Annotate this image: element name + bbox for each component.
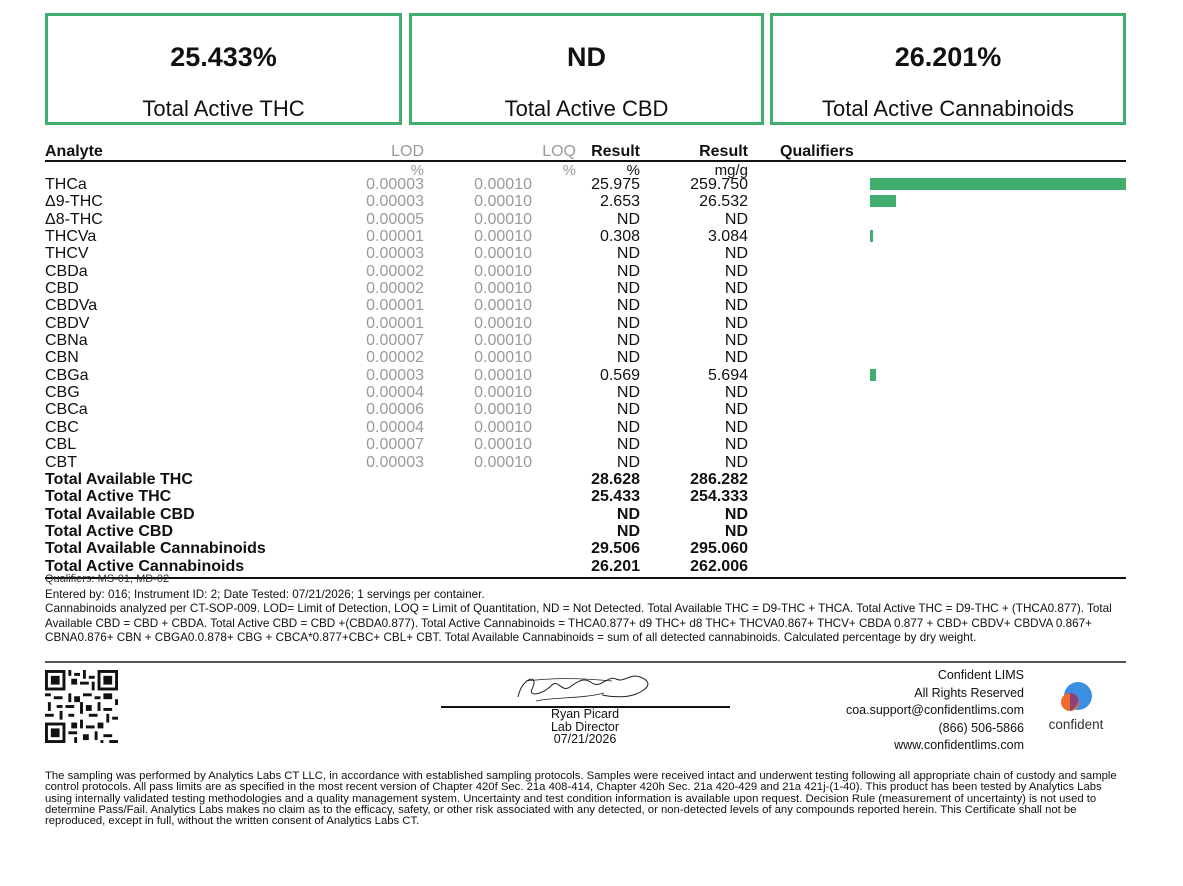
summary-label: Total Active Cannabinoids bbox=[822, 96, 1074, 121]
lod-value: 0.00001 bbox=[366, 228, 424, 246]
lod-value: 0.00003 bbox=[366, 453, 424, 471]
units-row bbox=[45, 162, 1126, 179]
total-name: Total Active CBD bbox=[45, 522, 174, 540]
lod-value: 0.00004 bbox=[366, 418, 424, 436]
total-mg-value: ND bbox=[724, 522, 748, 540]
result-mg-value: ND bbox=[724, 436, 748, 454]
result-pct-value: ND bbox=[616, 297, 640, 315]
table-row bbox=[45, 211, 1126, 228]
signature-image bbox=[512, 667, 662, 707]
total-mg-value: ND bbox=[724, 505, 748, 523]
unit-loq: % bbox=[562, 162, 576, 179]
lod-value: 0.00003 bbox=[366, 366, 424, 384]
lims-email[interactable]: coa.support@confidentlims.com bbox=[845, 703, 1024, 717]
unit-result-mg: mg/g bbox=[714, 162, 748, 179]
result-pct-value: 25.975 bbox=[591, 176, 640, 193]
header-result-mg: Result bbox=[699, 143, 748, 160]
summary-total-active-thc bbox=[45, 13, 402, 125]
results-table bbox=[45, 143, 1126, 575]
lod-value: 0.00003 bbox=[366, 176, 424, 193]
total-row bbox=[45, 523, 1126, 540]
analyte-name: CBT bbox=[45, 453, 77, 471]
summary-label: Total Active CBD bbox=[504, 96, 669, 121]
unit-result-pct: % bbox=[626, 162, 640, 179]
result-mg-value: ND bbox=[724, 245, 748, 263]
total-mg-value: 295.060 bbox=[690, 540, 748, 558]
header-analyte: Analyte bbox=[45, 143, 103, 160]
analyte-name: THCVa bbox=[45, 228, 97, 246]
footer-divider bbox=[45, 661, 1126, 663]
analyte-name: CBCa bbox=[45, 401, 88, 419]
loq-value: 0.00010 bbox=[474, 262, 532, 280]
entered-note: Entered by: 016; Instrument ID: 2; Date Tested: 07/21/2026; 1 servings per container. bbox=[45, 588, 485, 601]
lod-value: 0.00006 bbox=[366, 401, 424, 419]
header-result-pct: Result bbox=[591, 143, 640, 160]
lims-contact bbox=[846, 667, 1024, 755]
loq-value: 0.00010 bbox=[474, 366, 532, 384]
confident-logo-icon bbox=[1044, 680, 1108, 716]
result-mg-value: 5.694 bbox=[707, 366, 748, 384]
disclaimer: The sampling was performed by Analytics Labs CT LLC, in accordance with established sampling protocols. Samples were received intact and underwent testing following all appropriate chain of custody and sample control protocols. All pass limits are as specified in the most recent version of Chapter 420f Sec. 21a 408-414, Chapter 420h Sec. 21a 420-429 and 21a 421j-(1-40). This product has been tested by Analytics Labs using internally validated testing methodologies and a quality management system. Uncertainty and test condition information is available upon request. Decision Rule (measurement of uncertainty) is not used to determine Pass/Fail. Analytics Labs makes no claim as to the efficacy, safety, or other risk associated with any detected, or non-detected levels of any compounds reported herein. This Certificate shall not be reproduced, except in full, without the written consent of Analytics Labs CT. bbox=[45, 770, 1117, 828]
loq-value: 0.00010 bbox=[474, 210, 532, 228]
result-mg-value: ND bbox=[724, 418, 748, 436]
lod-value: 0.00002 bbox=[366, 349, 424, 367]
result-mg-value: ND bbox=[724, 401, 748, 419]
total-pct-value: 28.628 bbox=[591, 470, 640, 488]
table-row bbox=[45, 193, 1126, 210]
summary-value: 25.433% bbox=[170, 42, 277, 72]
table-row bbox=[45, 245, 1126, 262]
header-lod: LOD bbox=[391, 143, 424, 160]
result-mg-value: ND bbox=[724, 210, 748, 228]
result-mg-value: ND bbox=[724, 453, 748, 471]
total-name: Total Active Cannabinoids bbox=[45, 557, 245, 575]
summary-label: Total Active THC bbox=[142, 96, 305, 121]
loq-value: 0.00010 bbox=[474, 245, 532, 263]
loq-value: 0.00010 bbox=[474, 436, 532, 454]
result-pct-value: ND bbox=[616, 453, 640, 471]
analyte-name: CBGa bbox=[45, 366, 89, 384]
summary-value: 26.201% bbox=[894, 42, 1002, 72]
signer-name: Ryan Picard bbox=[550, 707, 620, 721]
result-mg-value: ND bbox=[724, 349, 748, 367]
result-bar bbox=[870, 195, 896, 207]
summary-value: ND bbox=[567, 42, 606, 72]
signer-title: Lab Director bbox=[550, 719, 620, 734]
total-row bbox=[45, 540, 1126, 557]
lims-phone: (866) 506-5866 bbox=[938, 720, 1024, 735]
qr-code-icon[interactable] bbox=[45, 670, 118, 743]
lod-value: 0.00005 bbox=[366, 210, 424, 228]
table-row bbox=[45, 228, 1126, 245]
result-pct-value: ND bbox=[616, 262, 640, 280]
table-row bbox=[45, 263, 1126, 280]
lod-value: 0.00001 bbox=[366, 297, 424, 315]
total-row bbox=[45, 488, 1126, 505]
analyte-name: THCV bbox=[45, 245, 89, 263]
analyte-name: CBC bbox=[45, 418, 79, 436]
table-row bbox=[45, 176, 1126, 193]
total-pct-value: ND bbox=[616, 522, 640, 540]
loq-value: 0.00010 bbox=[474, 297, 532, 315]
total-pct-value: 26.201 bbox=[591, 557, 640, 575]
lod-value: 0.00004 bbox=[366, 384, 424, 402]
loq-value: 0.00010 bbox=[474, 176, 532, 193]
total-row bbox=[45, 471, 1126, 488]
result-pct-value: ND bbox=[616, 332, 640, 350]
result-pct-value: ND bbox=[616, 280, 640, 298]
result-pct-value: 0.569 bbox=[599, 366, 640, 384]
unit-lod: % bbox=[410, 162, 424, 179]
lod-value: 0.00007 bbox=[366, 332, 424, 350]
qualifiers-note: Qualifiers: MS-01, MD-02 bbox=[45, 573, 170, 585]
result-bar bbox=[870, 230, 873, 242]
total-name: Total Available CBD bbox=[45, 505, 195, 523]
loq-value: 0.00010 bbox=[474, 418, 532, 436]
total-name: Total Available THC bbox=[45, 470, 193, 488]
total-pct-value: 29.506 bbox=[591, 540, 640, 558]
analyte-name: CBN bbox=[45, 349, 79, 367]
table-row bbox=[45, 280, 1126, 297]
result-mg-value: ND bbox=[724, 262, 748, 280]
result-mg-value: ND bbox=[724, 332, 748, 350]
lod-value: 0.00003 bbox=[366, 193, 424, 211]
total-pct-value: ND bbox=[616, 505, 640, 523]
lod-value: 0.00001 bbox=[366, 314, 424, 332]
loq-value: 0.00010 bbox=[474, 193, 532, 211]
analyte-name: CBDVa bbox=[45, 297, 98, 315]
lod-value: 0.00002 bbox=[366, 262, 424, 280]
loq-value: 0.00010 bbox=[474, 384, 532, 402]
analyte-name: Δ9-THC bbox=[45, 193, 103, 211]
table-row bbox=[45, 367, 1126, 384]
total-mg-value: 286.282 bbox=[690, 470, 748, 488]
result-mg-value: 259.750 bbox=[690, 176, 748, 193]
notes bbox=[45, 574, 1130, 645]
table-row bbox=[45, 349, 1126, 366]
total-row bbox=[45, 506, 1126, 523]
table-row bbox=[45, 436, 1126, 453]
logo-text: confident bbox=[1048, 717, 1104, 732]
summary-total-active-cbd bbox=[409, 13, 764, 125]
result-pct-value: ND bbox=[616, 349, 640, 367]
lims-company: Confident LIMS bbox=[937, 668, 1024, 682]
loq-value: 0.00010 bbox=[474, 349, 532, 367]
lod-value: 0.00002 bbox=[366, 280, 424, 298]
result-mg-value: ND bbox=[724, 280, 748, 298]
result-pct-value: ND bbox=[616, 436, 640, 454]
total-pct-value: 25.433 bbox=[591, 488, 640, 506]
result-pct-value: ND bbox=[616, 314, 640, 332]
result-mg-value: 3.084 bbox=[707, 228, 748, 246]
result-bar bbox=[870, 369, 876, 381]
total-mg-value: 262.006 bbox=[690, 557, 748, 575]
result-pct-value: ND bbox=[616, 210, 640, 228]
analyte-name: CBDa bbox=[45, 262, 88, 280]
analyte-name: CBG bbox=[45, 384, 80, 402]
table-header bbox=[45, 143, 1126, 162]
signer-block bbox=[480, 708, 690, 746]
result-pct-value: 2.653 bbox=[599, 193, 640, 211]
analyte-name: CBD bbox=[45, 280, 79, 298]
result-pct-value: ND bbox=[616, 401, 640, 419]
loq-value: 0.00010 bbox=[474, 453, 532, 471]
result-pct-value: ND bbox=[616, 384, 640, 402]
result-bar bbox=[870, 178, 1126, 190]
table-row bbox=[45, 419, 1126, 436]
header-qualifiers: Qualifiers bbox=[780, 143, 854, 160]
analyte-name: CBL bbox=[45, 436, 77, 454]
table-row bbox=[45, 454, 1126, 471]
result-mg-value: ND bbox=[724, 297, 748, 315]
result-mg-value: ND bbox=[724, 384, 748, 402]
result-mg-value: ND bbox=[724, 314, 748, 332]
lod-value: 0.00007 bbox=[366, 436, 424, 454]
table-row bbox=[45, 315, 1126, 332]
total-name: Total Available Cannabinoids bbox=[45, 540, 266, 558]
summary-total-active-cannabinoids bbox=[770, 13, 1126, 125]
table-row bbox=[45, 401, 1126, 418]
total-mg-value: 254.333 bbox=[690, 488, 748, 506]
loq-value: 0.00010 bbox=[474, 401, 532, 419]
loq-value: 0.00010 bbox=[474, 280, 532, 298]
result-pct-value: ND bbox=[616, 418, 640, 436]
method-note: Cannabinoids analyzed per CT-SOP-009. LOD= Limit of Detection, LOQ = Limit of Quantitation, ND = Not Detected. Total Available THC = D9-THC + THCA. Total Active THC = D9-THC + (THCA0.877). Total Available CBD = CBD + CBDA. Total Active CBD = CBD +(CBDA0.877). Total Active Cannabinoids = THCA0.877+ d9 THC+ d8 THC+ THCVA0.867+ THCV+ CBDA 0.877 + CBD+ CBDV+ CBDVA 0.867+ CBNA0.876+ CBN + CBGA0.0.878+ CBG + CBCA*0.877+CBC+ CBL+ CBT. Total Available Cannabinoids = sum of all detected cannabinoids. Calculated percentage by dry weight. bbox=[45, 602, 1112, 644]
loq-value: 0.00010 bbox=[474, 228, 532, 246]
signer-date: 07/21/2026 bbox=[553, 732, 617, 746]
lims-website[interactable]: www.confidentlims.com bbox=[894, 738, 1024, 752]
confident-logo bbox=[1044, 680, 1108, 734]
analyte-rows bbox=[45, 176, 1126, 471]
analyte-name: CBDV bbox=[45, 314, 90, 332]
analyte-name: Δ8-THC bbox=[45, 210, 103, 228]
total-name: Total Active THC bbox=[45, 488, 172, 506]
result-mg-value: 26.532 bbox=[699, 193, 748, 211]
result-pct-value: ND bbox=[616, 245, 640, 263]
table-row bbox=[45, 297, 1126, 314]
table-row bbox=[45, 332, 1126, 349]
analyte-name: CBNa bbox=[45, 332, 88, 350]
loq-value: 0.00010 bbox=[474, 314, 532, 332]
table-row bbox=[45, 384, 1126, 401]
total-rows bbox=[45, 471, 1126, 575]
loq-value: 0.00010 bbox=[474, 332, 532, 350]
analyte-name: THCa bbox=[45, 176, 87, 193]
lod-value: 0.00003 bbox=[366, 245, 424, 263]
result-pct-value: 0.308 bbox=[599, 228, 640, 246]
lims-rights: All Rights Reserved bbox=[914, 685, 1024, 700]
total-row bbox=[45, 558, 1126, 575]
header-loq: LOQ bbox=[542, 143, 576, 160]
